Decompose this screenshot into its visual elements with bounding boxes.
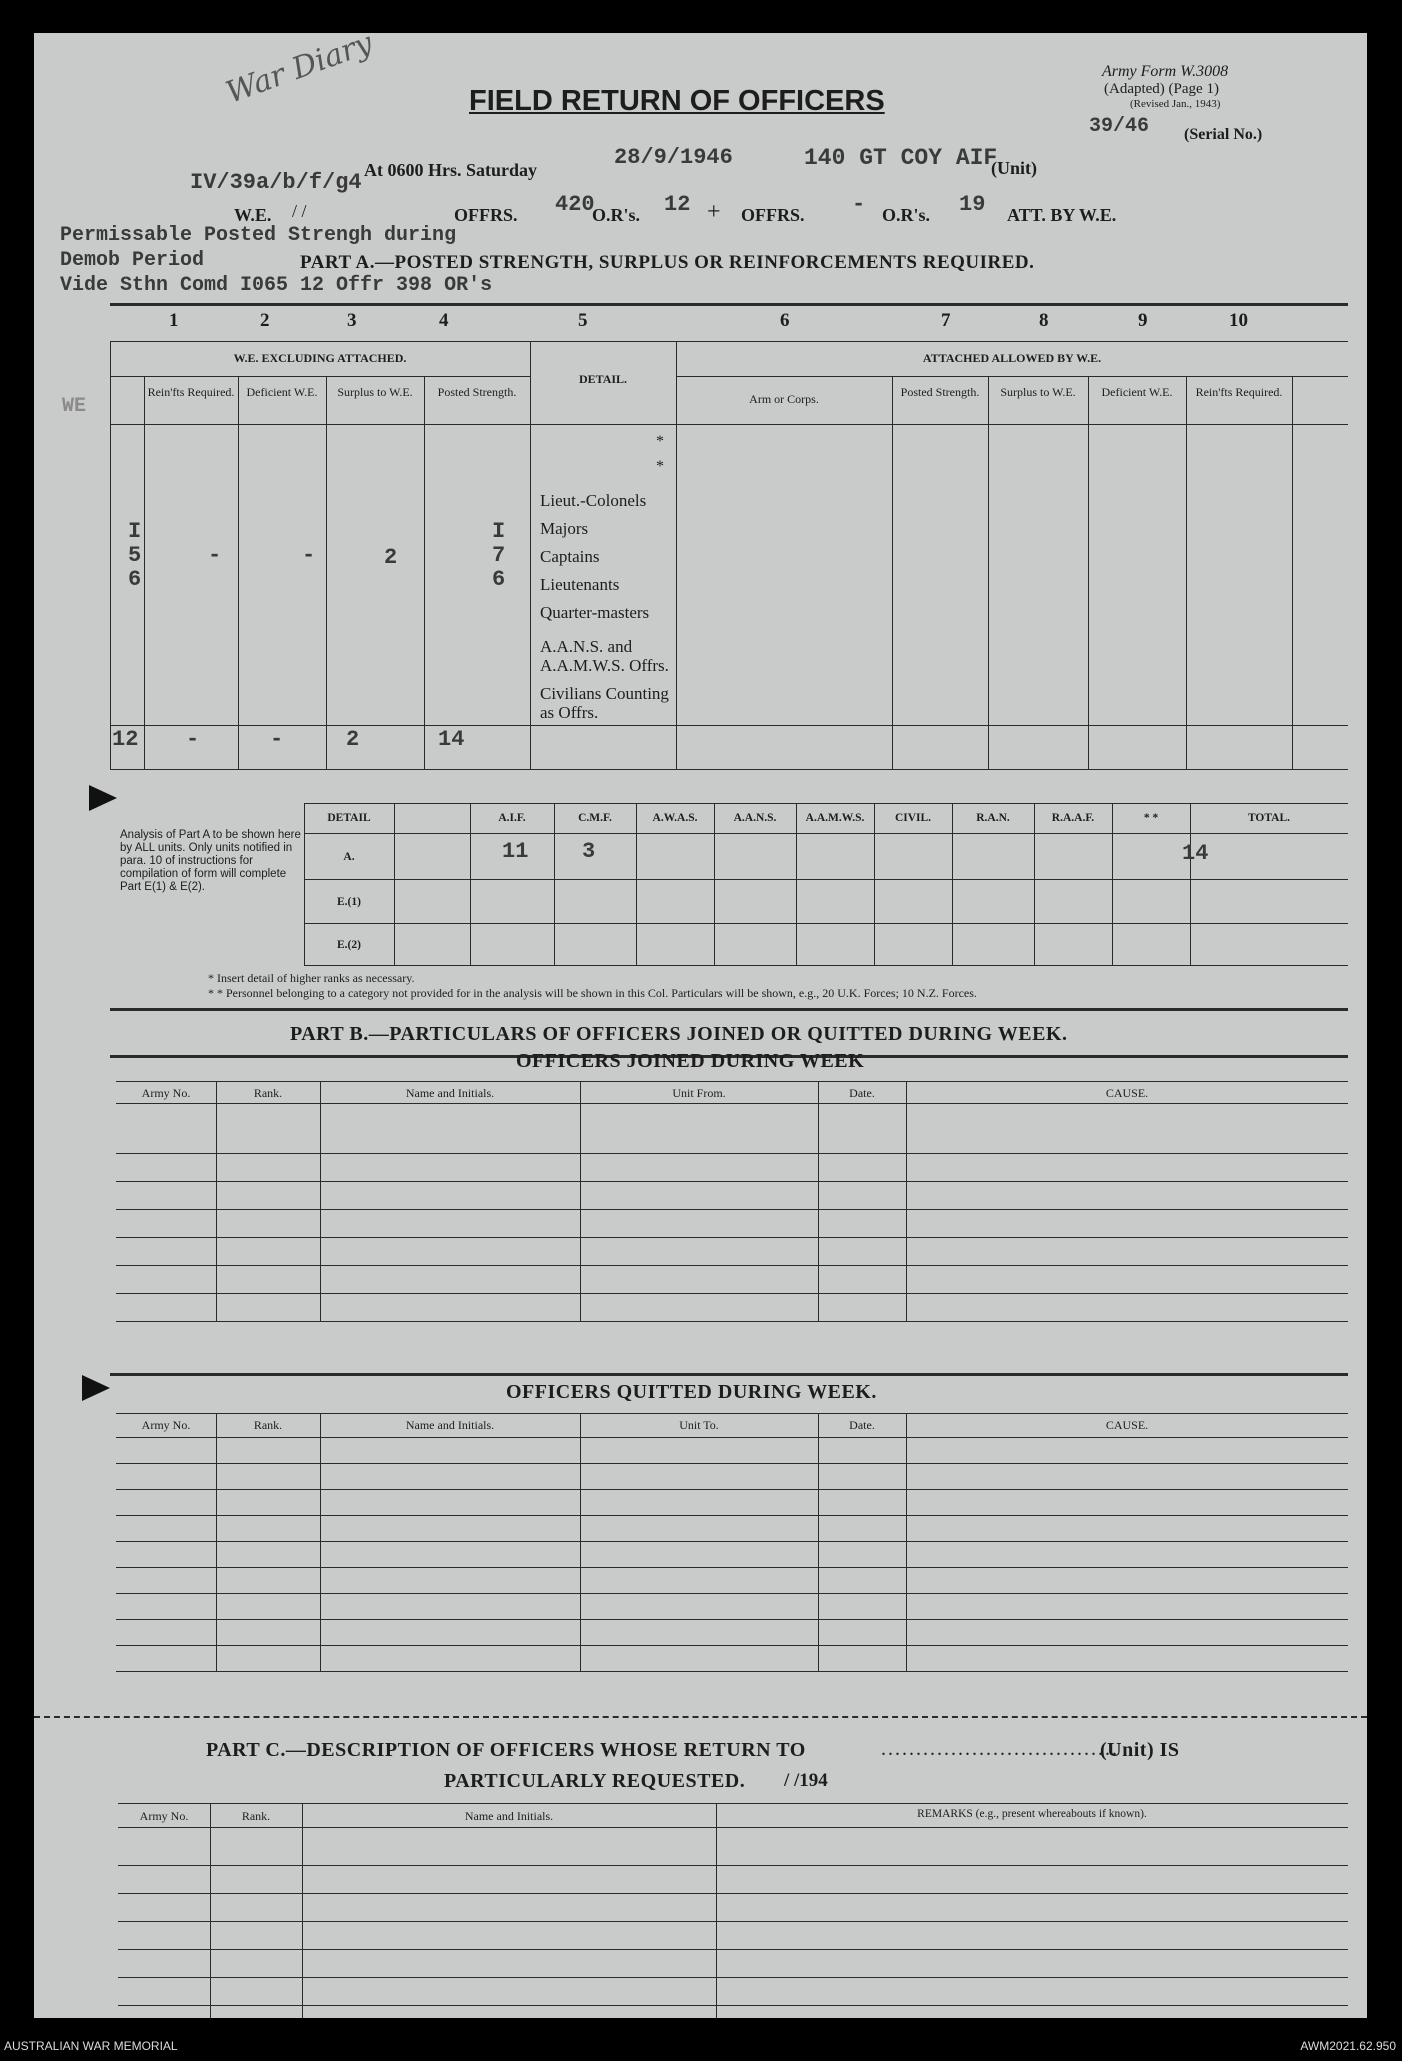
- serial-label: (Serial No.): [1184, 126, 1263, 143]
- col-num-9: 9: [1138, 310, 1148, 331]
- rank-lieutenants: Lieutenants: [540, 575, 620, 594]
- handwritten-war-diary: [219, 25, 378, 163]
- reinf-required-header: Rein'fts Required.: [147, 385, 235, 399]
- att-posted-strength-header: Posted Strength.: [900, 385, 980, 399]
- part-c-header-rank: Rank.: [241, 1809, 271, 1823]
- detail-asterisk-2: *: [656, 458, 664, 475]
- we-value-captains: 5: [128, 543, 142, 568]
- part-c-header-army-no: Army No.: [139, 1809, 189, 1823]
- quitted-header-unit-to: Unit To.: [679, 1418, 719, 1432]
- col-num-3: 3: [347, 310, 357, 331]
- rank-aans-aamws: A.A.N.S. and A.A.M.W.S. Offrs.: [540, 637, 669, 675]
- rank-civilians: Civilians Counting as Offrs.: [540, 684, 669, 722]
- we-blank: / /: [292, 201, 307, 221]
- analysis-header-aif: A.I.F.: [498, 812, 526, 824]
- col-num-6: 6: [780, 310, 790, 331]
- analysis-total-value: 14: [1182, 841, 1209, 866]
- typed-note-line2: Demob Period: [60, 249, 205, 272]
- handwriting-text: War Diary: [221, 25, 378, 111]
- posted-strength-header: Posted Strength.: [437, 385, 517, 399]
- part-c-unit-is: (Unit) IS: [1100, 1739, 1180, 1761]
- total-surplus: 2: [346, 727, 360, 752]
- posted-value-majors: I: [492, 519, 506, 544]
- form-page: [34, 25, 1367, 2018]
- footer-accession: AWM2021.62.950: [1300, 2039, 1396, 2053]
- col-num-2: 2: [260, 310, 270, 331]
- quitted-header-date: Date.: [849, 1418, 875, 1432]
- joined-header-date: Date.: [849, 1086, 875, 1100]
- part-c-title-line2: PARTICULARLY REQUESTED.: [444, 1770, 746, 1792]
- att-offrs-value: -: [852, 192, 866, 217]
- return-date: 28/9/1946: [614, 145, 733, 170]
- quitted-header-rank: Rank.: [253, 1418, 283, 1432]
- col-num-4: 4: [439, 310, 449, 331]
- quitted-header-army-no: Army No.: [141, 1418, 191, 1432]
- analysis-row-e1: E.(1): [337, 896, 361, 908]
- part-c-date-blank: / /194: [784, 1770, 828, 1791]
- offrs-label: OFFRS.: [454, 205, 518, 225]
- ors-label: O.R's.: [592, 205, 641, 225]
- plus-sign: +: [707, 199, 721, 225]
- we-margin-mark: WE: [62, 395, 87, 418]
- joined-header-cause: CAUSE.: [1105, 1086, 1149, 1100]
- col-num-1: 1: [169, 310, 179, 331]
- we-value-lieutenants: 6: [128, 567, 142, 592]
- att-offrs-label: OFFRS.: [741, 205, 805, 225]
- unit-value: 140 GT COY AIF: [804, 145, 998, 171]
- part-c-header-remarks: REMARKS (e.g., present whereabouts if known).: [917, 1808, 1147, 1820]
- serial-value: 39/46: [1089, 115, 1150, 138]
- total-posted: 14: [438, 727, 465, 752]
- surplus-value: 2: [384, 545, 398, 570]
- analysis-header-detail: DETAIL: [327, 812, 371, 824]
- arrow-marker-2: [82, 1375, 110, 1401]
- analysis-header-aamws: A.A.M.W.S.: [805, 812, 865, 824]
- detail-asterisk-1: *: [656, 433, 664, 450]
- reinf-value: -: [208, 543, 222, 568]
- footer-source: AUSTRALIAN WAR MEMORIAL: [4, 2039, 178, 2053]
- total-reinf: -: [186, 727, 200, 752]
- analysis-header-ran: R.A.N.: [976, 812, 1010, 824]
- surplus-we-header: Surplus to W.E.: [337, 385, 413, 399]
- col-num-5: 5: [578, 310, 588, 331]
- part-a-title: PART A.—POSTED STRENGTH, SURPLUS OR REINFORCEMENTS REQUIRED.: [300, 252, 1035, 273]
- quitted-title: OFFICERS QUITTED DURING WEEK.: [506, 1381, 877, 1403]
- col-num-7: 7: [941, 310, 951, 331]
- att-surplus-header: Surplus to W.E.: [1000, 385, 1076, 399]
- we-excluding-attached-header: W.E. EXCLUDING ATTACHED.: [233, 351, 407, 365]
- deficient-value: -: [302, 543, 316, 568]
- form-title: FIELD RETURN OF OFFICERS: [469, 85, 885, 117]
- offrs-value: 420: [555, 192, 595, 217]
- analysis-header-other: * *: [1143, 812, 1159, 824]
- analysis-row-a: A.: [343, 851, 355, 863]
- analysis-header-aans: A.A.N.S.: [733, 812, 777, 824]
- analysis-row-e2: E.(2): [337, 939, 361, 951]
- att-ors-label: O.R's.: [882, 205, 931, 225]
- analysis-header-awas: A.W.A.S.: [652, 812, 698, 824]
- joined-header-name: Name and Initials.: [405, 1086, 495, 1100]
- form-number: Army Form W.3008: [1102, 63, 1229, 80]
- rank-quarter-masters: Quarter-masters: [540, 603, 650, 622]
- file-reference: IV/39a/b/f/g4: [190, 170, 362, 195]
- part-c-title-line1: PART C.—DESCRIPTION OF OFFICERS WHOSE RETURN TO: [206, 1739, 806, 1761]
- col-num-8: 8: [1039, 310, 1049, 331]
- we-value-majors: I: [128, 519, 142, 544]
- at-time-label: At 0600 Hrs. Saturday: [364, 160, 538, 180]
- part-c-header-name: Name and Initials.: [464, 1809, 554, 1823]
- unit-label: (Unit): [991, 158, 1037, 178]
- rank-majors: Majors: [540, 519, 589, 538]
- analysis-header-raaf: R.A.A.F.: [1051, 812, 1095, 824]
- we-label: W.E.: [234, 205, 272, 225]
- joined-title: OFFICERS JOINED DURING WEEK: [516, 1050, 865, 1072]
- deficient-we-header: Deficient W.E.: [246, 385, 318, 399]
- analysis-header-total: TOTAL.: [1247, 812, 1291, 824]
- rank-captains: Captains: [540, 547, 600, 566]
- analysis-note: Analysis of Part A to be shown here by ALL units. Only units notified in para. 10 of instructions for compilation of form will complete Part E(1) & E(2).: [120, 829, 301, 893]
- analysis-header-civil: CIVIL.: [894, 812, 932, 824]
- quitted-header-cause: CAUSE.: [1105, 1418, 1149, 1432]
- total-deficient: -: [270, 727, 284, 752]
- part-c-unit-blank: ..................................: [881, 1738, 1119, 1760]
- arrow-marker-1: [89, 785, 117, 811]
- att-reinf-header: Rein'fts Required.: [1195, 385, 1283, 399]
- att-by-we-label: ATT. BY W.E.: [1007, 205, 1117, 225]
- rank-lieut-colonels: Lieut.-Colonels: [540, 491, 647, 510]
- footnote-other-category: * * Personnel belonging to a category not provided for in the analysis will be shown in this Col. Particulars will be shown, e.g., 20 U.K. Forces; 10 N.Z. Forces.: [208, 986, 977, 1000]
- posted-value-lieutenants: 6: [492, 567, 506, 592]
- detail-header: DETAIL.: [578, 372, 628, 386]
- quitted-header-name: Name and Initials.: [405, 1418, 495, 1432]
- footnote-higher-ranks: * Insert detail of higher ranks as necessary.: [208, 971, 415, 985]
- part-b-title: PART B.—PARTICULARS OF OFFICERS JOINED OR QUITTED DURING WEEK.: [290, 1023, 1068, 1045]
- analysis-aif-value: 11: [502, 839, 529, 864]
- analysis-header-cmf: C.M.F.: [578, 812, 612, 824]
- joined-header-unit-from: Unit From.: [672, 1086, 726, 1100]
- joined-header-army-no: Army No.: [141, 1086, 191, 1100]
- posted-value-captains: 7: [492, 543, 506, 568]
- att-deficient-header: Deficient W.E.: [1101, 385, 1173, 399]
- typed-note-line3: Vide Sthn Comd I065 12 Offr 398 OR's: [60, 274, 493, 297]
- arm-corps-header: Arm or Corps.: [749, 392, 819, 406]
- col-num-10: 10: [1229, 310, 1248, 331]
- form-revised: (Revised Jan., 1943): [1130, 98, 1221, 110]
- att-ors-value: 19: [959, 192, 986, 217]
- total-we: 12: [112, 727, 139, 752]
- form-adapted: (Adapted) (Page 1): [1104, 81, 1219, 97]
- typed-note-line1: Permissable Posted Strengh during: [60, 224, 457, 247]
- attached-allowed-header: ATTACHED ALLOWED BY W.E.: [922, 351, 1102, 365]
- analysis-cmf-value: 3: [582, 839, 596, 864]
- joined-header-rank: Rank.: [253, 1086, 283, 1100]
- ors-value: 12: [664, 192, 691, 217]
